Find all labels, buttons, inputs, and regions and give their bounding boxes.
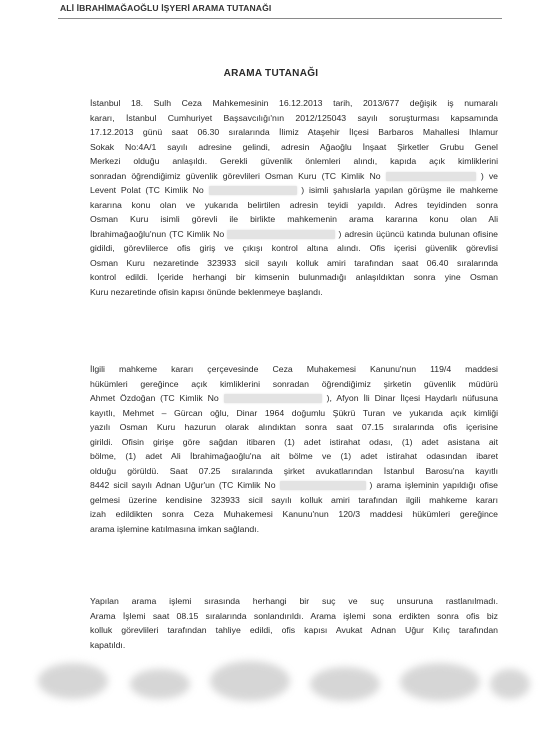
paragraph-search-witnesses	[90, 362, 498, 536]
text-line	[90, 594, 498, 609]
text-segment: kontrol edildi. İçeride herhangi bir kimsenin bulunmadığı anlaşıldıktan sonra yine Osman	[90, 272, 498, 282]
text-segment: Kuru nezaretinde ofisin kapısı önünde beklenmeye başlandı.	[90, 286, 323, 297]
text-segment: ) adresin üçüncü katında bulunan ofisine	[338, 228, 499, 239]
text-line	[90, 435, 498, 450]
text-line	[90, 406, 498, 421]
text-line	[90, 241, 498, 256]
text-segment: izah edildikten sonra Ceza Muhakemesi Kanunu'nun 120/3 maddesi hükümleri gereğince	[90, 509, 498, 519]
text-segment: kolluk görevlileri tarafından tahliye edildi, ofis kapısı Avukat Adnan Uğur Kılıç tarafından	[90, 625, 498, 635]
text-segment: kapatıldı.	[90, 639, 126, 650]
text-line	[90, 391, 498, 406]
text-segment: gelmesi üzerine kendisine 323933 sicil sayılı kolluk amiri tarafından ilgili mahkeme kararı	[90, 494, 498, 505]
document-header: ALİ İBRAHİMAĞAOĞLU İŞYERİ ARAMA TUTANAĞI	[60, 3, 272, 13]
text-segment: Ahmet Özdoğan (TC Kimlik No	[90, 393, 219, 403]
text-line	[90, 478, 498, 493]
text-segment: Yapılan arama işlemi sırasında herhangi bir suç ve suç unsuruna rastlanılmadı.	[90, 596, 498, 606]
text-segment: olduğu görüldü. Saat 07.25 sıralarında şirket avukatlarından İstanbul Barosu'na kayıtlı	[90, 465, 498, 476]
text-line	[90, 183, 498, 198]
text-line	[90, 377, 498, 392]
redacted-id-number	[209, 186, 297, 195]
redacted-id-number	[280, 481, 366, 490]
text-segment: İstanbul 18. Sulh Ceza Mahkemesinin 16.12.2013 tarih, 2013/677 değişik iş numaralı	[90, 98, 498, 108]
text-line	[90, 111, 498, 126]
text-segment: bölme, (1) adet Ali İbrahimağaoğlu'na ait bölme ve (1) adet istirahat odasından ibaret	[90, 451, 498, 461]
text-line	[90, 227, 498, 242]
text-segment: Sokak No:4A/1 sayılı adresine gelindi, adresin Ağaoğlu İnşaat Şirketler Grubu Genel	[90, 141, 498, 152]
text-line	[90, 169, 498, 184]
text-segment: kararı, İstanbul Cumhuriyet Başsavcılığı'nın 2012/125043 sayılı soruşturması kapsamında	[90, 112, 498, 123]
text-line	[90, 154, 498, 169]
blurred-signatures	[20, 655, 540, 725]
text-segment: hükümleri gereğince açık kimliklerini sonradan öğrendiğimiz şirketin güvenlik müdürü	[90, 378, 498, 389]
text-line	[90, 270, 498, 285]
text-line	[90, 507, 498, 522]
text-segment: kararına konu olan ve yukarıda belirtilen adresin teyidi yapıldı. Adres teyidinden sonra	[90, 199, 498, 210]
text-segment: 17.12.2013 günü saat 06.30 sıralarında İlimiz Ataşehir İlçesi Barbaros Mahallesi Ihlamur	[90, 127, 498, 137]
text-segment: gidildi, görevlilerce ofis giriş ve çıkışı kontrol altına alındı. Ofis içerisi güvenlik görevlisi	[90, 243, 498, 253]
paragraph-search-result	[90, 594, 498, 652]
text-segment: girildi. Ofisin girişe göre sağdan itibaren (1) adet istirahat odası, (1) adet asistana ait	[90, 436, 498, 447]
text-line	[90, 125, 498, 140]
text-segment: ) ve	[480, 170, 498, 181]
text-segment: Osman Kuru nezaretinde 323933 sicil sayılı kolluk amiri tarafından saat 06.40 sıralarında	[90, 257, 498, 268]
text-segment: arama işlemine katılmasına imkan sağlandı.	[90, 523, 259, 534]
text-segment: yazılı Osman Kuru hazurun olarak alındıktan sonra saat 07.15 sıralarında ofis içerisine	[90, 422, 498, 432]
text-line	[90, 449, 498, 464]
text-line	[90, 96, 498, 111]
redacted-id-number	[224, 394, 322, 403]
paragraph-search-entry	[90, 96, 498, 299]
text-line	[90, 285, 498, 300]
text-segment: ) isimli şahıslarla yapılan görüşme ile mahkeme	[301, 185, 498, 195]
text-segment: kayıtlı, Mehmet – Gürcan oğlu, Dinar 1964 doğumlu Şükrü Turan ve yukarıda açık kimliği	[90, 407, 498, 418]
text-segment: sonradan öğrendiğimiz güvenlik görevlileri Osman Kuru (TC Kimlik No	[90, 170, 381, 181]
text-line	[90, 256, 498, 271]
text-segment: ), Afyon İli Dinar İlçesi Haydarlı nüfusuna	[326, 393, 499, 403]
text-segment: 8442 sicil sayılı Adnan Uğur'un (TC Kimlik No	[90, 480, 276, 490]
text-line	[90, 420, 498, 435]
text-segment: İlgili mahkeme kararı çerçevesinde Ceza Muhakemesi Kanunu'nun 119/4 maddesi	[90, 364, 498, 374]
text-line	[90, 638, 498, 653]
text-line	[90, 198, 498, 213]
redacted-id-number	[386, 172, 476, 181]
text-line	[90, 522, 498, 537]
text-segment: Arama İşlemi saat 08.15 sıralarında sonlandırıldı. Arama işlemi sona erdikten sonra ofis biz	[90, 610, 498, 621]
text-segment: İbrahimağaoğlu'nun (TC Kimlik No	[90, 228, 225, 239]
text-line	[90, 212, 498, 227]
text-segment: ) arama işleminin yapıldığı ofise	[369, 480, 499, 490]
text-line	[90, 623, 498, 638]
text-line	[90, 464, 498, 479]
header-divider	[58, 18, 502, 19]
text-line	[90, 609, 498, 624]
text-segment: Osman Kuru isimli görevli ile birlikte mahkemenin arama kararına konu olan Ali	[90, 214, 498, 224]
text-line	[90, 493, 498, 508]
text-line	[90, 140, 498, 155]
text-segment: Levent Polat (TC Kimlik No	[90, 185, 204, 195]
text-line	[90, 362, 498, 377]
text-segment: Merkezi olduğu anlaşıldı. Gerekli güvenlik önlemleri alındı, kapıda açık kimliklerini	[90, 156, 498, 166]
document-title: ARAMA TUTANAĞI	[223, 68, 319, 79]
redacted-id-number	[227, 230, 335, 239]
